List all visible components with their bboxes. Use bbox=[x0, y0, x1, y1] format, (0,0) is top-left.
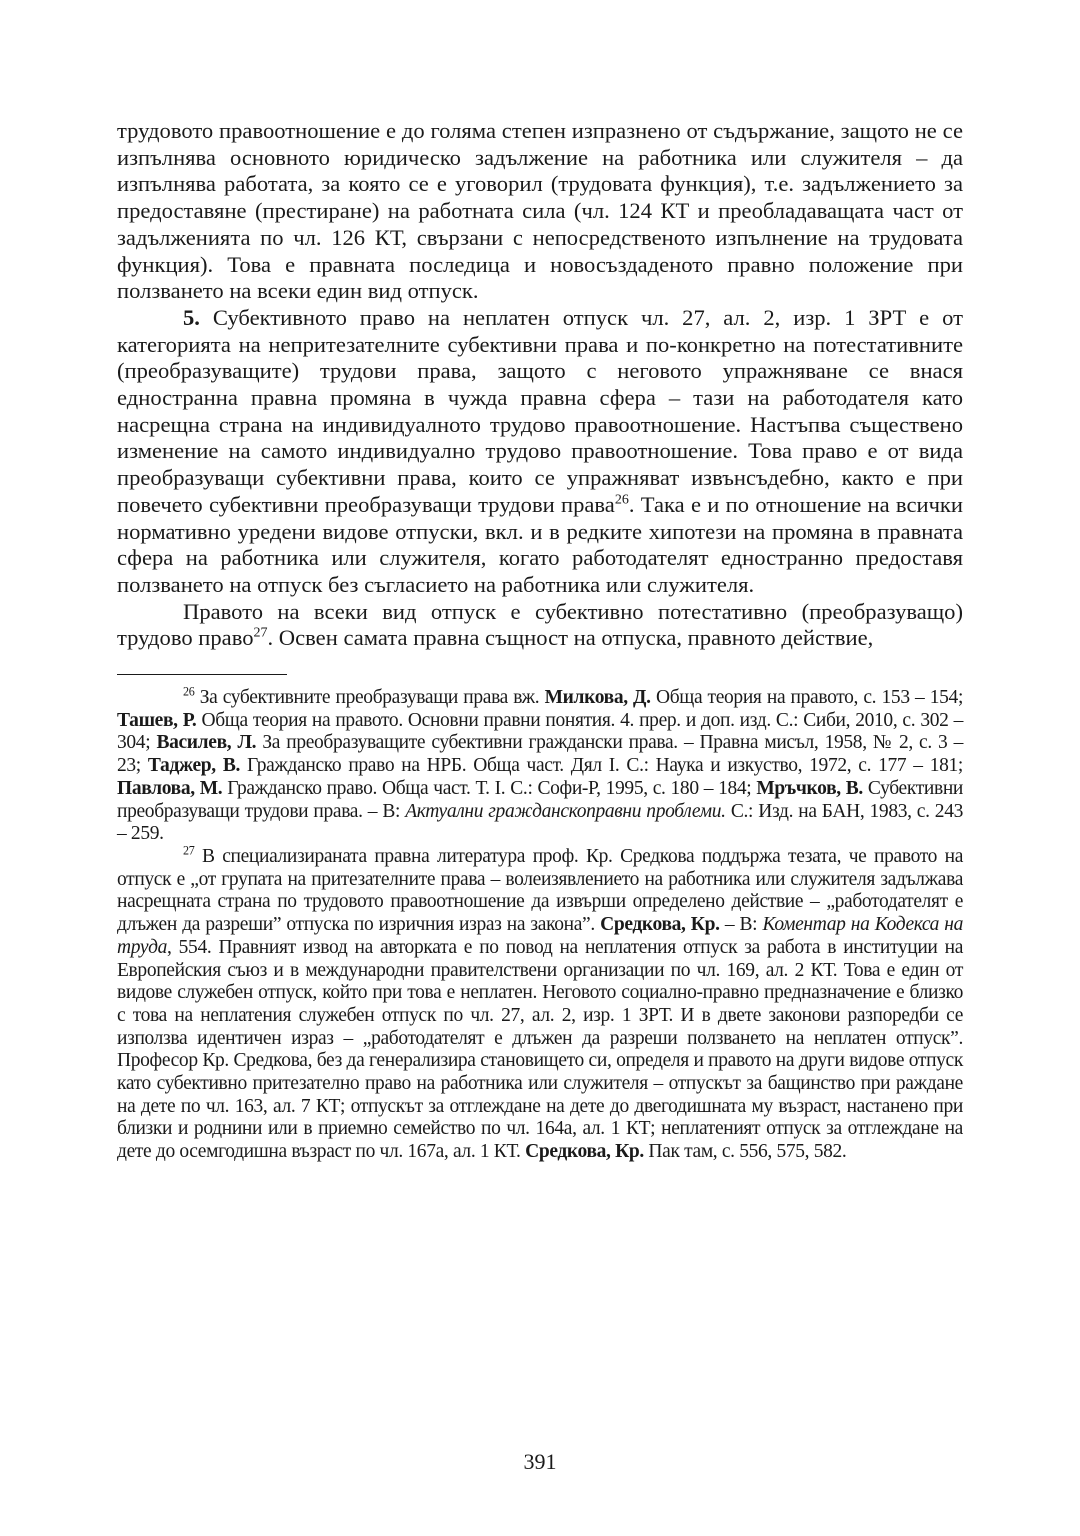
footnote-27-author: Средкова, Кр. bbox=[525, 1141, 644, 1163]
footnote-26-text: Гражданско право на НРБ. Обща част. Дял I. С.: Наука и изкуство, 1972, с. 177 – 181; bbox=[240, 755, 963, 777]
footnote-27-text: – В: bbox=[719, 914, 763, 936]
footnote-26-text: За субективните преобразуващи права вж. bbox=[194, 687, 545, 709]
footnote-26-text: За преобразуващите субективни граждански права. – Правна мисъл, 1958, № 2, с. 3 – 23; bbox=[117, 732, 964, 777]
footnote-27-text: В специализираната правна литература проф. Кр. Средкова поддържа тезата, че правото на отпуск е „от групата на притезателните права – волеизявлението на работника или служителя задължава насрещната страна по трудовото правоотношение да извърши определено действие – „работодателят е длъжен да разреши” отпуска по изричния израз на закона”. bbox=[117, 845, 963, 936]
paragraph-3-text-a: Правото на всеки вид отпуск е субективно потестативно (преобразуващо) трудово право bbox=[117, 598, 963, 651]
footnote-27-author: Средкова, Кр. bbox=[600, 914, 720, 936]
section-number: 5. bbox=[183, 304, 200, 330]
paragraph-1 bbox=[117, 118, 963, 305]
footnote-26-text: Субективни преобразуващи трудови права. – В: bbox=[117, 777, 963, 822]
footnote-27-text: Пак там, с. 556, 575, 582. bbox=[643, 1141, 847, 1163]
paragraph-1-text: трудовото правоотношение е до голяма степен изпразнено от съдържание, защото не се изпълнява основното юридическо задължение на работника или служителя – да изпълнява работата, за която се е уговорил (трудовата функция), т.е. задължението за предоставяне (престиране) на работната сила (чл. 124 КТ и преобладаващата част от задълженията по чл. 126 КТ, свързани с непосредственото изпълнение на трудовата функция). Това е правната последица и новосъздаденото правно положение при ползването на всеки един вид отпуск. bbox=[117, 118, 963, 304]
footnote-26-author: Милкова, Д. bbox=[544, 687, 651, 709]
footnote-26-text: Обща теория на правото. Основни правни понятия. 4. прер. и доп. изд. С.: Сиби, 2010, с. 302 – 304; bbox=[117, 709, 963, 754]
footnote-mark-27: 27 bbox=[183, 843, 195, 858]
paragraph-2-text-a: Субективното право на неплатен отпуск чл. 27, ал. 2, изр. 1 ЗРТ е от категорията на непритезателните субективни права и по-конкретно на потестативните (преобразуващите) трудови права, защото с неговото упражняване се внася едностранна правна промяна в чужда правна сфера – тази на работодателя като насрещна страна на индивидуалното трудово правоотношение. Настъпва съществено изменение на самото индивидуално трудово правоотношение. Това право е от вида преобразуващи субективни права, които се упражняват извънсъдебно, както е при повечето субективни преобразуващи трудови права bbox=[117, 304, 963, 517]
footnote-ref-26[interactable]: 26 bbox=[614, 492, 629, 508]
footnote-26-title: Актуални гражданскоправни проблеми. bbox=[405, 800, 726, 822]
footnote-26-author: Павлова, М. bbox=[117, 777, 223, 799]
footnote-27 bbox=[117, 843, 963, 1164]
footnote-27-title: Коментар на Кодекса на труда bbox=[117, 914, 963, 958]
page-number: 391 bbox=[523, 1449, 557, 1474]
footnote-26-text: С.: Изд. на БАН, 1983, с. 243 – 259. bbox=[117, 800, 963, 845]
footnote-ref-27[interactable]: 27 bbox=[253, 625, 268, 641]
footnote-26-author: Мръчков, В. bbox=[756, 777, 863, 799]
main-text bbox=[117, 118, 963, 652]
footnote-26 bbox=[117, 684, 964, 846]
paragraph-2-text-b: . Така е и по отношение на всички нормативно уредени видове отпуски, вкл. и в редките хипотези на промяна в правната сфера на работника или служителя, когато работодателят едностранно предоставя ползването на отпуск без съгласието на работника или служителя. bbox=[117, 491, 963, 597]
footnote-26-text: Обща теория на правото, с. 153 – 154; bbox=[650, 687, 964, 709]
footnote-26-author: Таджер, В. bbox=[147, 755, 240, 777]
footnotes bbox=[117, 684, 964, 1164]
footnote-mark-26: 26 bbox=[183, 684, 195, 699]
document-page bbox=[117, 118, 963, 1164]
paragraph-3 bbox=[117, 599, 963, 652]
paragraph-2 bbox=[117, 305, 963, 599]
footnote-26-author: Василев, Л. bbox=[156, 732, 257, 754]
paragraph-3-text-b: . Освен самата правна същност на отпуска, правното действие, bbox=[267, 625, 874, 651]
footnote-separator bbox=[117, 674, 287, 675]
footnote-26-text: Гражданско право. Обща част. Т. I. С.: Софи-Р, 1995, с. 180 – 184; bbox=[222, 777, 757, 799]
footnote-27-text: , 554. Правният извод на авторката е по повод на неплатения отпуск за работа в институции на Европейския съюз и в международни правителствени организации по чл. 169, ал. 2 КТ. Това е един от видове служебен отпуск, който при това е неплатен. Неговото социално-правно предназначение е близко с това на неплатения служебен отпуск по чл. 27, ал. 2, изр. 1 ЗРТ. И в двете законови разпоредби се използва идентичен израз – „работодателят е длъжен да разреши ползването на неплатен отпуск”. Професор Кр. Средкова, без да генерализира становището си, определя и правото на други видове отпуск като субективно притезателно право на работника или служителя – отпускът за бащинство при раждане на дете по чл. 163, ал. 7 КТ; отпускът за отглеждане на дете до двегодишната му възраст, настанено при близки и роднини или в приемно семейство по чл. 164а, ал. 1 КТ; неплатеният отпуск за отглеждане на дете до осемгодишна възраст по чл. 167а, ал. 1 КТ. bbox=[117, 936, 963, 1163]
footnote-26-author: Ташев, Р. bbox=[117, 709, 197, 731]
